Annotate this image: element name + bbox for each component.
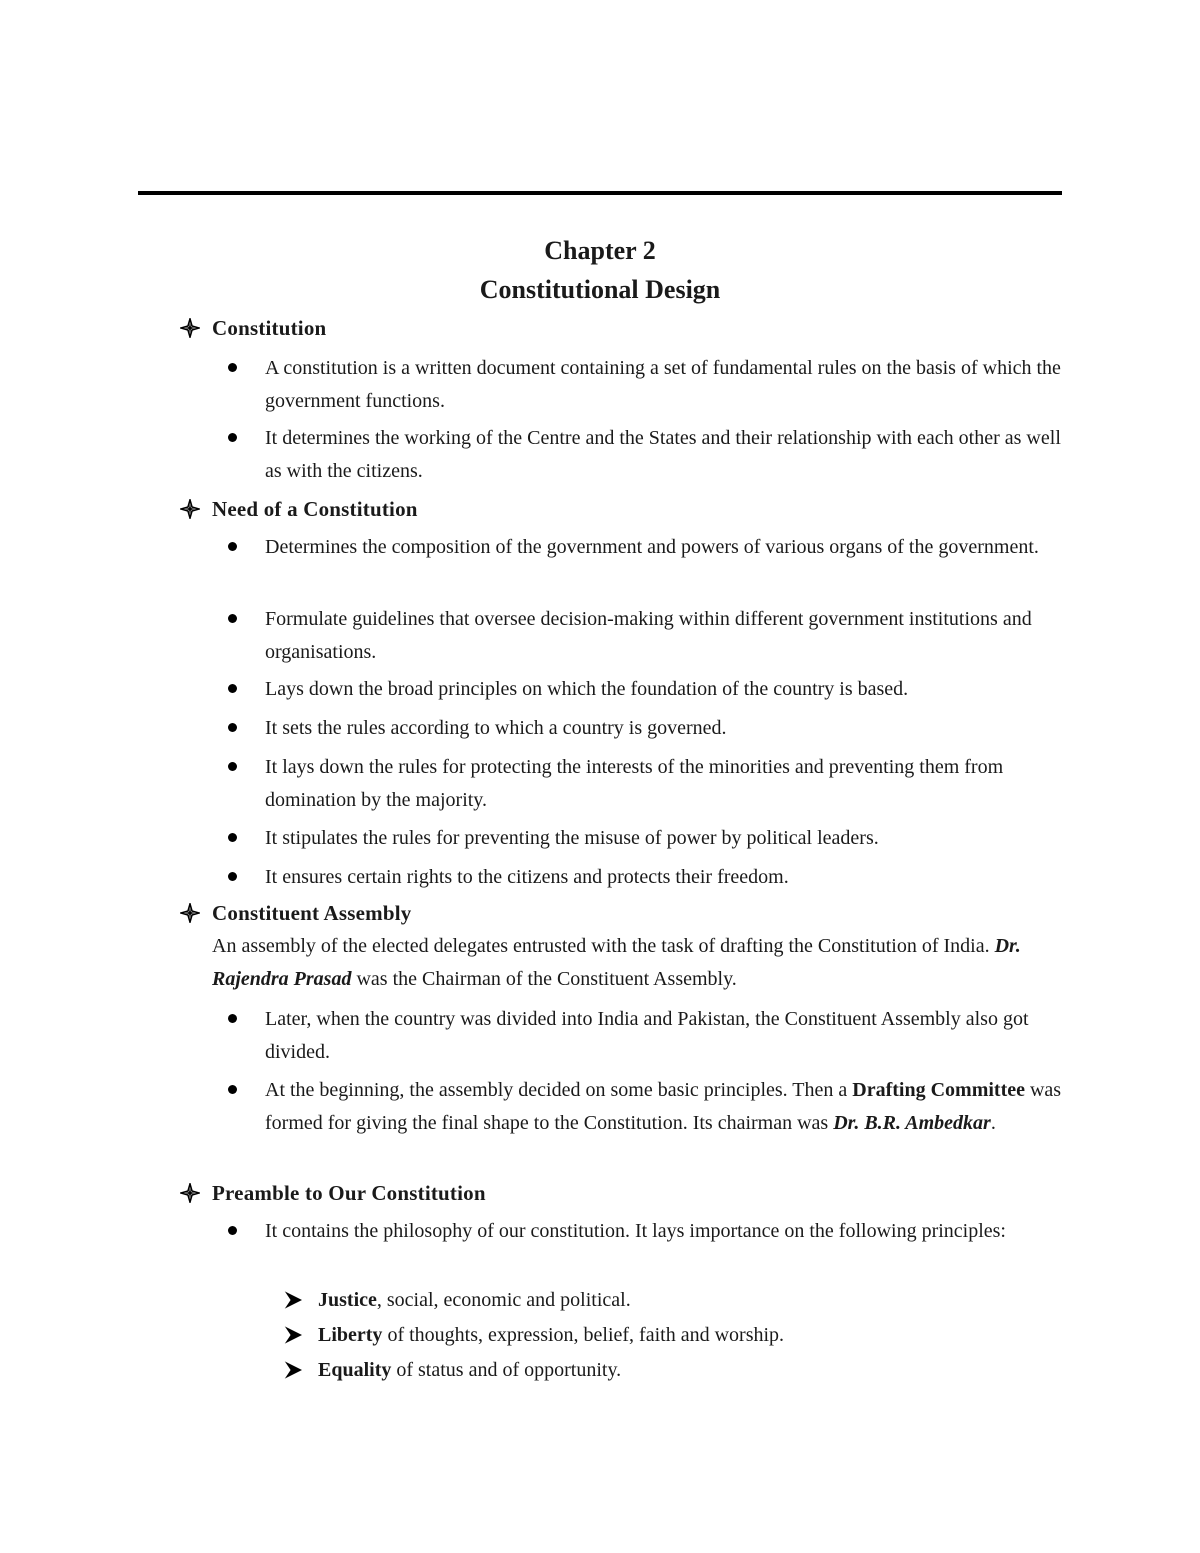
sub-list-item-rest: of status and of opportunity. (391, 1359, 622, 1381)
bullet-dot-icon (228, 433, 237, 442)
bullet-dot-icon (228, 723, 237, 732)
paragraph-text: An assembly of the elected delegates entrusted with the task of drafting the Constitution of India. (212, 935, 995, 957)
sub-list-item (282, 1319, 1042, 1353)
emphasis-name: Dr. B.R. Ambedkar (833, 1112, 991, 1134)
list-item-text: Formulate guidelines that oversee decision-making within different government institutions and organisations. (265, 608, 1032, 663)
diamond-bullet-icon (180, 499, 200, 519)
section-heading-assembly (180, 896, 411, 930)
list-item-text: Lays down the broad principles on which the foundation of the country is based. (265, 678, 909, 700)
sub-list-item-rest: of thoughts, expression, belief, faith and worship. (382, 1324, 785, 1346)
list-item-text: It contains the philosophy of our constitution. It lays importance on the following principles: (265, 1220, 1006, 1242)
sub-list-item-text (318, 1354, 621, 1387)
section-heading-preamble (180, 1176, 486, 1210)
section-heading-text: Constitution (212, 315, 327, 340)
bullet-dot-icon (228, 1014, 237, 1023)
section-heading-text: Need of a Constitution (212, 496, 418, 521)
section-heading-need (180, 492, 418, 526)
arrowhead-bullet-icon (282, 1325, 304, 1345)
bullet-dot-icon (228, 1226, 237, 1235)
section-heading-constitution (180, 311, 326, 345)
bullet-dot-icon (228, 684, 237, 693)
sub-list-item-rest: , social, economic and political. (376, 1289, 631, 1311)
title-block (0, 232, 1200, 309)
diamond-bullet-icon (180, 318, 200, 338)
list-item-text: It determines the working of the Centre and the States and their relationship with each other as well as with the citizens. (265, 427, 1061, 482)
emphasis-term: Equality (318, 1359, 392, 1381)
sub-list-item (282, 1284, 1042, 1318)
chapter-title: Constitutional Design (479, 275, 721, 304)
header-rule (138, 191, 1062, 195)
list-item-text-part: . (990, 1112, 996, 1134)
list-item-text: Determines the composition of the government and powers of various organs of the government. (265, 536, 1039, 558)
diamond-bullet-icon (180, 903, 200, 923)
diamond-bullet-icon (180, 1183, 200, 1203)
section-heading-text: Preamble to Our Constitution (212, 1180, 486, 1205)
emphasis-term: Justice (318, 1289, 377, 1311)
emphasis-term: Liberty (318, 1324, 383, 1346)
bullet-dot-icon (228, 614, 237, 623)
section-heading-text: Constituent Assembly (212, 900, 412, 925)
sub-list-item (282, 1354, 1042, 1388)
assembly-paragraph (212, 930, 1062, 996)
sub-list-item-text (318, 1284, 631, 1317)
list-item-text: Later, when the country was divided into India and Pakistan, the Constituent Assembly also got divided. (265, 1008, 1029, 1063)
emphasis-name: Dr. Rajendra Prasad (212, 935, 1021, 990)
bullet-dot-icon (228, 542, 237, 551)
list-item-text: It lays down the rules for protecting the interests of the minorities and preventing them from domination by the majority. (265, 756, 1004, 811)
list-item-text-part: At the beginning, the assembly decided on some basic principles. Then a (265, 1079, 853, 1101)
chapter-number: Chapter 2 (544, 236, 656, 265)
list-item-text: It stipulates the rules for preventing the misuse of power by political leaders. (265, 827, 879, 849)
list-item-text (265, 1074, 1065, 1140)
list-item-text: It sets the rules according to which a country is governed. (265, 717, 727, 739)
bullet-dot-icon (228, 833, 237, 842)
paragraph-text: was the Chairman of the Constituent Assembly. (351, 968, 737, 990)
bullet-dot-icon (228, 363, 237, 372)
list-item-text-part: was formed for giving the final shape to the Constitution. Its chairman was (265, 1079, 1062, 1134)
sub-list-item-text (318, 1319, 784, 1352)
list-item-text: A constitution is a written document containing a set of fundamental rules on the basis of which the government functions. (265, 357, 1061, 412)
bullet-dot-icon (228, 1085, 237, 1094)
bullet-dot-icon (228, 872, 237, 881)
arrowhead-bullet-icon (282, 1360, 304, 1380)
list-item-text: It ensures certain rights to the citizens and protects their freedom. (265, 866, 789, 888)
bullet-dot-icon (228, 762, 237, 771)
emphasis-term: Drafting Committee (852, 1079, 1025, 1101)
arrowhead-bullet-icon (282, 1290, 304, 1310)
